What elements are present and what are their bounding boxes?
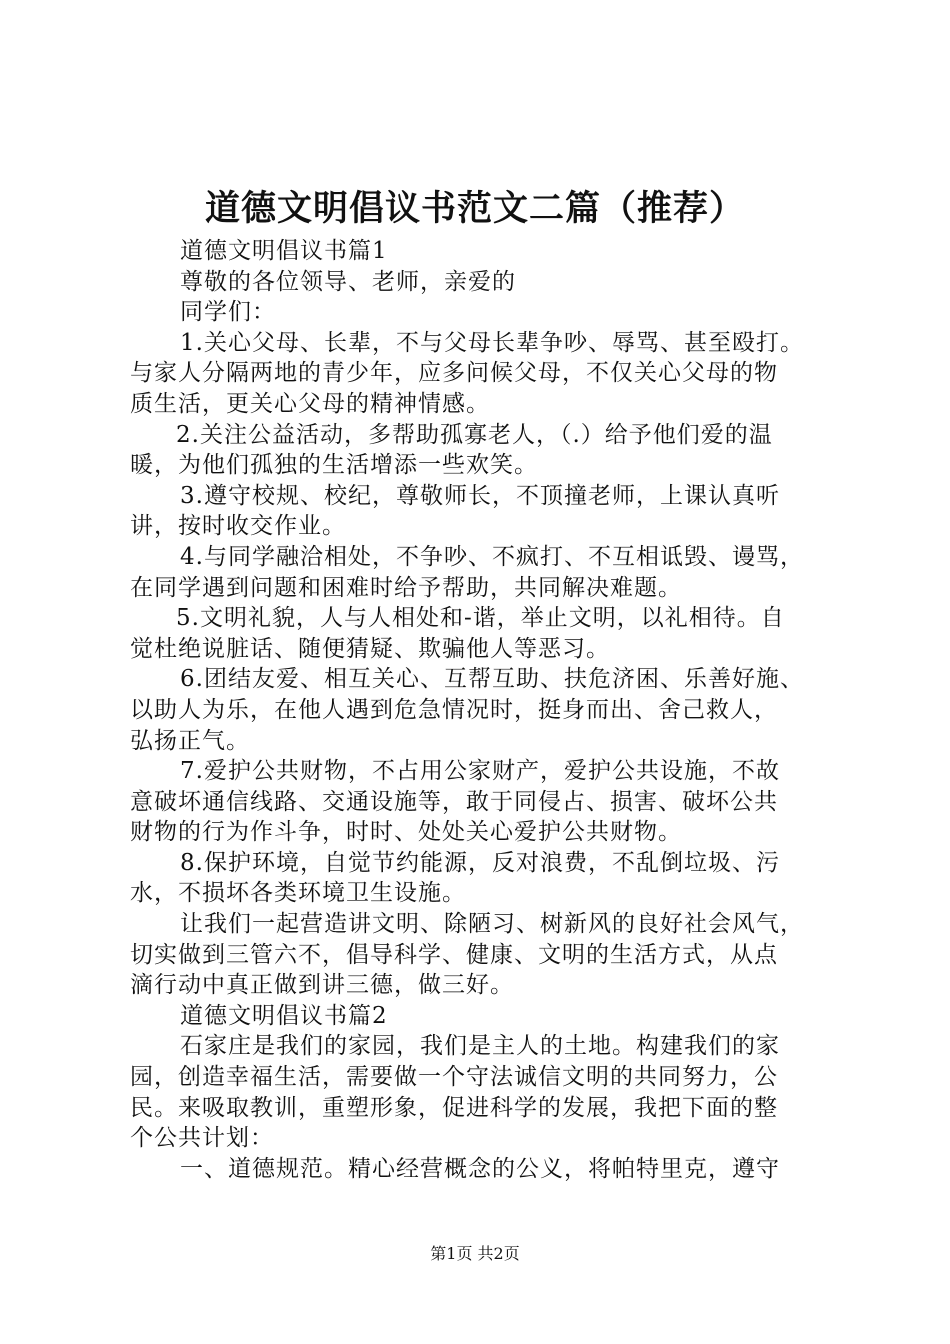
paragraph-line: 个公共计划： (130, 1125, 274, 1152)
paragraph-line: 让我们一起营造讲文明、除陋习、树新风的良好社会风气， (180, 911, 804, 938)
paragraph-line: 水，不损坏各类环境卫生设施。 (130, 880, 466, 907)
page-footer: 第1页 共2页 (430, 1244, 520, 1263)
paragraph-line: 弘扬正气。 (130, 727, 250, 754)
paragraph-line: 4.与同学融洽相处，不争吵、不疯打、不互相诋毁、谩骂， (180, 543, 804, 570)
paragraph-line: 1.关心父母、长辈，不与父母长辈争吵、辱骂、甚至殴打。 (180, 329, 804, 356)
paragraph-line: 石家庄是我们的家园，我们是主人的土地。构建我们的家 (180, 1033, 780, 1060)
paragraph-line: 园，创造幸福生活，需要做一个守法诚信文明的共同努力，公 (130, 1064, 778, 1091)
salutation-line: 同学们： (180, 299, 276, 326)
paragraph-line: 讲，按时收交作业。 (130, 513, 346, 540)
paragraph-line: 意破坏通信线路、交通设施等，敢于同侵占、损害、破坏公共 (130, 788, 778, 815)
paragraph-line: 暖，为他们孤独的生活增添一些欢笑。 (130, 452, 538, 479)
document-body (130, 236, 845, 1184)
paragraph-line: 民。来吸取教训，重塑形象，促进科学的发展，我把下面的整 (130, 1094, 778, 1121)
paragraph-line: 一、道德规范。精心经营概念的公义，将帕特里克，遵守 (180, 1155, 780, 1182)
paragraph-line: 5.文明礼貌，人与人相处和-谐，举止文明，以礼相待。自 (176, 605, 785, 632)
paragraph-line: 质生活，更关心父母的精神情感。 (130, 390, 490, 417)
paragraph-line: 3.遵守校规、校纪，尊敬师长，不顶撞老师，上课认真听 (180, 482, 780, 509)
paragraph-line: 以助人为乐，在他人遇到危急情况时，挺身而出、舍己救人， (130, 696, 778, 723)
paragraph-line: 6.团结友爱、相互关心、互帮互助、扶危济困、乐善好施、 (180, 666, 804, 693)
document-title: 道德文明倡议书范文二篇（推荐） (204, 188, 745, 229)
paragraph-line: 财物的行为作斗争，时时、处处关心爱护公共财物。 (130, 819, 682, 846)
paragraph-line: 7.爱护公共财物，不占用公家财产，爱护公共设施，不故 (180, 758, 780, 785)
paragraph-line: 滴行动中真正做到讲三德，做三好。 (130, 972, 514, 999)
paragraph-line: 与家人分隔两地的青少年，应多问候父母，不仅关心父母的物 (130, 360, 778, 387)
paragraph-line: 2.关注公益活动，多帮助孤寡老人，（.）给予他们爱的温 (176, 421, 773, 448)
section-heading: 道德文明倡议书篇2 (180, 1002, 388, 1029)
salutation-line: 尊敬的各位领导、老师，亲爱的 (180, 268, 516, 295)
section-heading: 道德文明倡议书篇1 (180, 238, 388, 264)
paragraph-line: 8.保护环境，自觉节约能源，反对浪费，不乱倒垃圾、污 (180, 849, 780, 876)
paragraph-line: 觉杜绝说脏话、随便猜疑、欺骗他人等恶习。 (130, 635, 610, 662)
paragraph-line: 切实做到三管六不，倡导科学、健康、文明的生活方式，从点 (130, 941, 778, 968)
paragraph-line: 在同学遇到问题和困难时给予帮助，共同解决难题。 (130, 574, 682, 601)
